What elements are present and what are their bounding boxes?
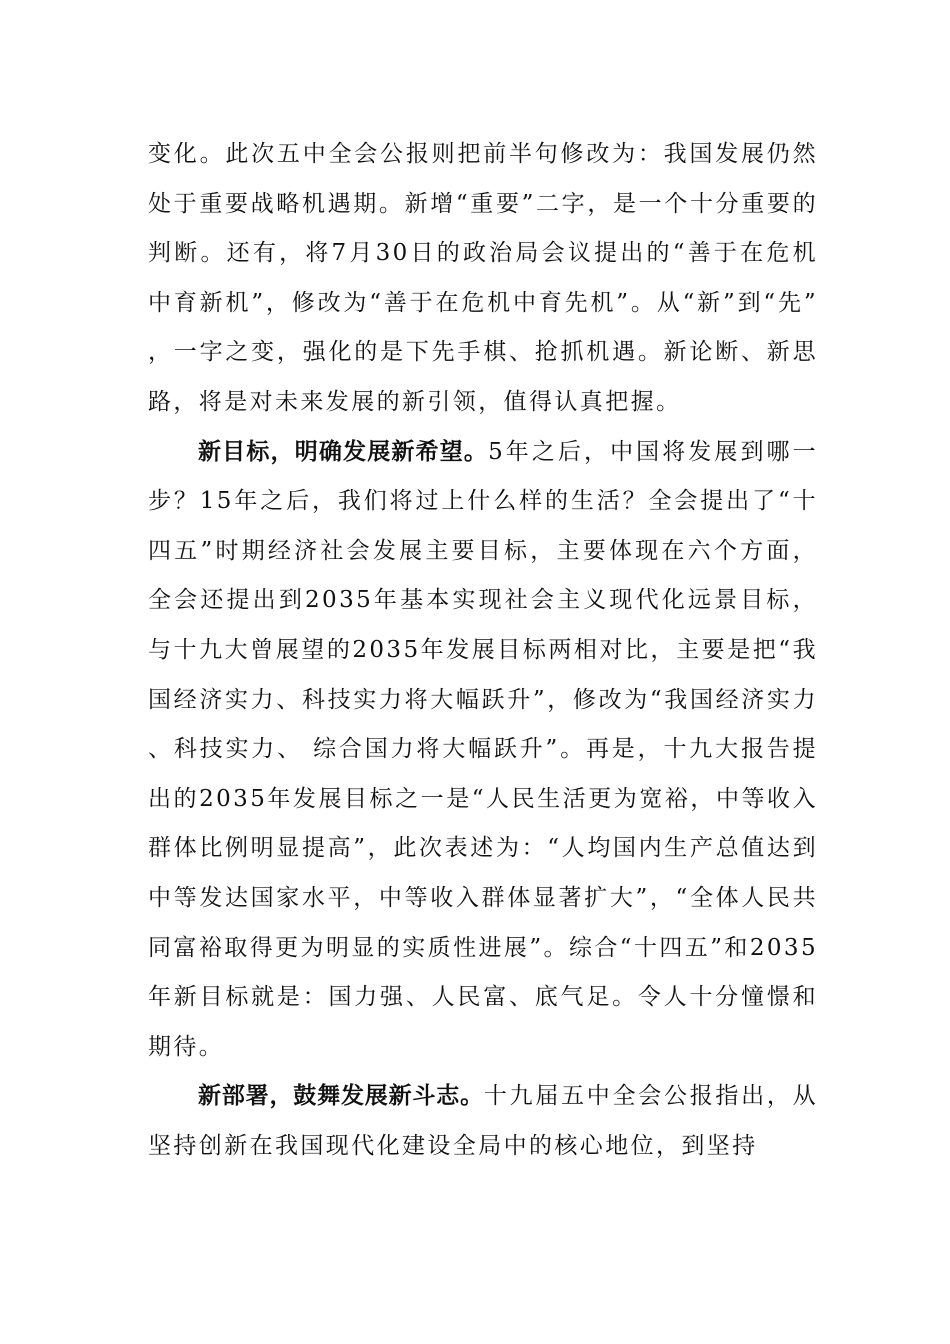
paragraph-text: 5年之后，中国将发展到哪一步？15年之后，我们将过上什么样的生活？全会提出了“十四五”时期经济社会发展主要目标，主要体现在六个方面，全会还提出到2035年基本实现社会主义现代化远景目标，与十九大曾展望的2035年发展目标两相对比，主要是把“我国经济实力、科技实力将大幅跃升”，修改为“我国经济实力、科技实力、 综合国力将大幅跃升”。再是，十九大报告提出的2035年发展目标之一是“人民生活更为宽裕，中等收入群体比例明显提高”，此次表述为：“人均国内生产总值达到中等发达国家水平，中等收入群体显著扩大”，“全体人民共同富裕取得更为明显的实质性进展”。综合“十四五”和2035年新目标就是：国力强、人民富、底气足。令人十分憧憬和期待。: [148, 438, 818, 1060]
body-text: [148, 130, 818, 1171]
paragraph-text: 十九届五中全会公报指出，从坚持创新在我国现代化建设全局中的核心地位，到坚持: [148, 1083, 819, 1159]
paragraph-heading: 新部署，鼓舞发展新斗志。: [198, 1083, 484, 1110]
paragraph-new-deployment: [148, 1072, 818, 1171]
paragraph-text: 变化。此次五中全会公报则把前半句修改为：我国发展仍然处于重要战略机遇期。新增“重要”二字，是一个十分重要的判断。还有，将7月30日的政治局会议提出的“善于在危机中育新机”，修改为“善于在危机中育先机”。从“新”到“先”，一字之变，强化的是下先手棋、抢抓机遇。新论断、新思路，将是对未来发展的新引领，值得认真把握。: [148, 141, 818, 415]
paragraph-new-goals: [148, 428, 818, 1073]
paragraph-heading: 新目标，明确发展新希望。: [198, 438, 489, 465]
paragraph-continuation: [148, 130, 818, 428]
